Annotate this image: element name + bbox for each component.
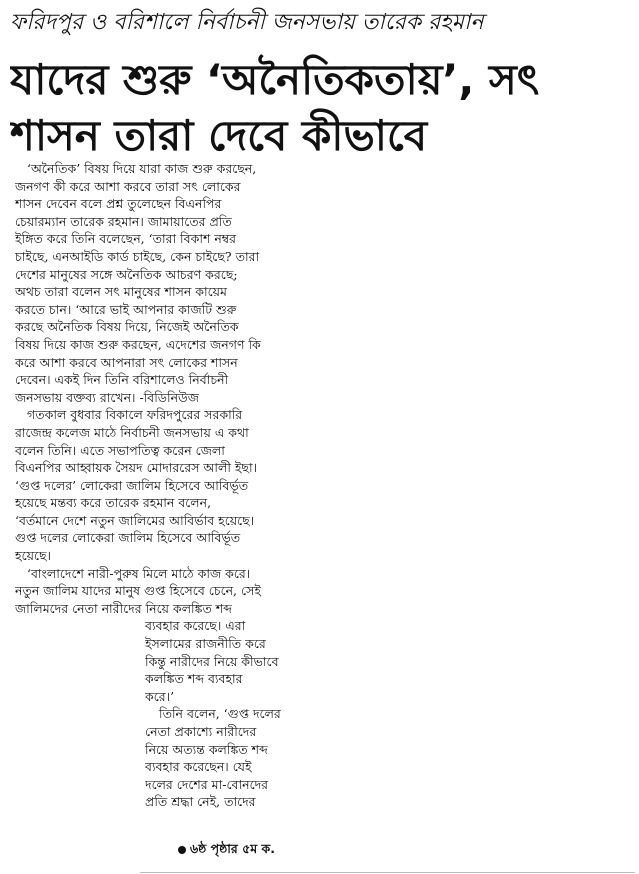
body-line: করে আশা করবে আপনারা সৎ লোকের শাসন — [15, 354, 238, 370]
body-line: ‘বর্তমানে দেশে নতুন জালিমের আবির্ভাব হয়েছে। — [15, 512, 255, 528]
body-line: হয়েছে। — [15, 548, 52, 564]
body-line: জালিমদের নেতা নারীদের নিয়ে কলঙ্কিত শব্দ — [15, 600, 232, 616]
body-line-narrow: ব্যবহার করেছে। এরা — [145, 618, 246, 634]
body-line: বিষয় দিয়ে কাজ শুরু করছেন, এদেশের জনগণ কি — [15, 336, 261, 352]
body-line: বিএনপির আহ্বায়ক সৈয়দ মোদাররেস আলী ইছা। — [15, 460, 258, 476]
body-line-narrow: করে।’ — [145, 688, 175, 704]
body-line-narrow: নিয়ে অত্যন্ত কলঙ্কিত শব্দ — [145, 741, 268, 757]
body-line: হয়েছে মন্তব্য করে তারেক রহমান বলেন, — [15, 495, 212, 511]
body-line: ইঙ্গিত করে তিনি বলেছেন, ‘তারা বিকাশ নম্বর — [15, 231, 237, 247]
body-line: গুপ্ত দলের লোকেরা জালিম হিসেবে আবির্ভূত — [15, 530, 241, 546]
body-line-narrow: তিনি বলেন, ‘গুপ্ত দলের — [159, 706, 281, 722]
body-line-narrow: নেতা প্রকাশ্যে নারীদের — [145, 724, 257, 739]
body-line-narrow: কিন্তু নারীদের নিয়ে কীভাবে — [145, 653, 279, 669]
body-line: করছে অনৈতিক বিষয় দিয়ে, নিজেই অনৈতিক — [15, 319, 239, 335]
body-line: চেয়ারম্যান তারেক রহমান। জামায়াতের প্রতি — [15, 213, 232, 229]
body-line: দেশের মানুষের সঙ্গে অনৈতিক আচরণ করছে; — [15, 266, 238, 282]
body-line: রাজেন্দ্র কলেজ মাঠে নির্বাচনী জনসভায় এ কথা — [15, 424, 249, 440]
body-line: ‘বাংলাদেশে নারী-পুরুষ মিলে মাঠে কাজ করে। — [27, 565, 251, 581]
headline-line-1: যাদের শুরু ‘অনৈতিকতায়’, সৎ — [10, 55, 540, 104]
body-line-narrow: ব্যবহার করেছেন। যেই — [145, 759, 252, 775]
body-line: ‘গুপ্ত দলের’ লোকেরা জালিম হিসেবে আবির্ভূত — [15, 477, 249, 493]
bullet-dot-icon — [178, 846, 186, 854]
continuation-note — [178, 840, 275, 858]
body-line: জনগণ কী করে আশা করবে তারা সৎ লোকের — [15, 178, 241, 194]
headline — [10, 52, 630, 164]
body-line-narrow: ইসলামের রাজনীতি করে — [145, 636, 266, 652]
body-line: শাসন দেবেন বলে প্রশ্ন তুলেছেন বিএনপির — [15, 196, 222, 212]
continuation-text: ৬ষ্ঠ পৃষ্ঠার ৫ম ক. — [190, 841, 276, 856]
kicker-line: ফরিদপুর ও বরিশালে নির্বাচনী জনসভায় তারেক রহমান — [10, 10, 484, 35]
body-line-narrow: প্রতি শ্রদ্ধা নেই, তাদের — [145, 794, 256, 810]
body-line: করতে চান। ‘আরে ভাই আপনার কাজটি শুরু — [15, 301, 237, 317]
body-line-narrow: দলের দেশের মা-বোনদের — [145, 776, 269, 792]
body-line: চাইছে, এনআইডি কার্ড চাইছে, কেন চাইছে? তারা — [15, 248, 260, 264]
body-line: নতুন জালিম যাদের মানুষ গুপ্ত হিসেবে চেনে, সেই — [15, 583, 261, 599]
body-line: দেবেন। একই দিন তিনি বরিশালেও নির্বাচনী — [15, 372, 229, 388]
body-line: জনসভায় বক্তব্য রাখেন। -বিডিনিউজ — [15, 389, 199, 405]
bottom-rule — [140, 872, 635, 873]
article-body — [15, 160, 315, 811]
body-line: বলেন তিনি। এতে সভাপতিত্ব করেন জেলা — [15, 442, 225, 458]
headline-line-2: শাসন তারা দেবে কীভাবে — [10, 111, 428, 160]
body-line-narrow: কলঙ্কিত শব্দ ব্যবহার — [145, 671, 243, 687]
body-line: অথচ তারা বলেন সৎ মানুষের শাসন কায়েম — [15, 284, 227, 300]
body-line: ‘অনৈতিক’ বিষয় দিয়ে যারা কাজ শুরু করছেন, — [27, 161, 257, 176]
body-line: গতকাল বুধবার বিকালে ফরিদপুরের সরকারি — [27, 407, 243, 423]
